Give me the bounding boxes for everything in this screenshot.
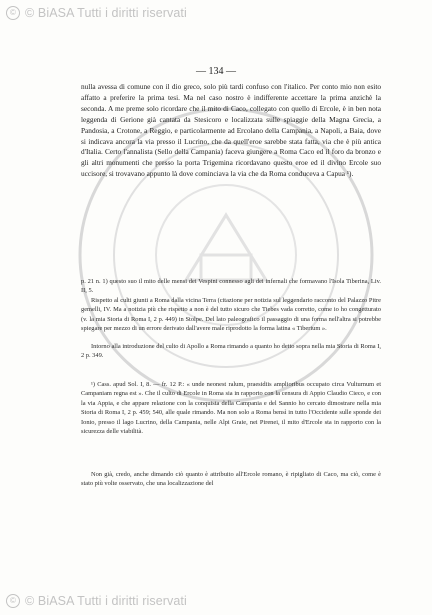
footnote-3 [81,342,381,361]
footnote-4 [81,380,381,436]
page-number: — 134 — [196,66,236,77]
footnote-text: p. 21 n. 1) questo suo il mito delle mensi dei Vespini connesso agli dei infernali che formavano l'Isola Tiberina, Liv. II, 5. [81,278,381,295]
copyright-icon: © [6,6,20,20]
footnote-2 [81,296,381,334]
footnote-text: Rispetto al culti giunti a Roma dalla vicina Terra (citazione per notizia sul leggendario racconto del Palazzo Pitre gemelli, IV. Ma a notizia più che rispetto a non è del tutto sicuro che Tiebes vada corretto, come io ho congetturato (v. la mia Storia di Roma I, 2 p. 449) in Stolpe. Del lato paleografico il passaggio di una forma nell'altra si potrebbe spiegare per mezzo di un errore derivato dall'avere male riprodotto la forma latina « Tiberium ». [81,297,381,333]
footnote-text: Non già, credo, anche dimando ciò quanto è attribuito all'Ercole romano, è ripigliato di Caco, ma ciò, come è stato più volte osservato, che una localizzazione del [81,471,381,488]
body-text [81,82,381,180]
footnote-5 [81,470,381,489]
watermark-bottom [0,590,432,612]
watermark-top [0,2,432,24]
copyright-icon: © [6,594,20,608]
footnote-1 [81,277,381,296]
body-paragraph: nulla avessa di comune con il dio greco, solo più tardi confuso con l'italico. Per conto mio non esito affatto a preferire la prima tesi. Ma nel caso nostro è indifferente accettare la prima anzichè la seconda. A me preme solo ricordare che il mito di Caco, collegato con quello di Ercole, è in ben nota leggenda di Gerione già cantata da Stesicoro e localizzata sulle spiaggie della Magna Grecia, a Pandosia, a Crotone, a Reggio, e particolarmente ad Ercolano della Campania, a Napoli, a Baia, dove si indicava ancora la via presso il Lucrino, che da quell'eroe sarebbe stata fatta, via che è più antica d'Italia. Certo l'annalista (Sello della Campania) faceva giungere a Roma Caco ed il foro da bronzo e gli altri monumenti che presso la porta Trigemina ricordavano questo eroe ed il divino Ercole suo uccisore, si trovavano appunto là dove cominciava la via che da Roma conduceva a Capua ¹). [81,82,381,179]
footnote-text: ¹) Cass. apud Sol. I, 8. — fr. 12 P.: « unde neonest ralum, praesidiis amplioribus occupato circa Vulturnum et Campaniam regna est ». Che il culto di Ercole in Roma sia in rapporto con la censura di Appio Claudio Cieco, e con la via Appia, e che appare relazione con la conquista della Campania e del Sannio ho cercato dimostrare nella mia Storia di Roma I, 2 p. 459; 540, alle quale rimando. Ma non solo a Roma bensì in tutto l'Occidente sulle sponde dei Ionio, presso il lago Lucrino, della Campania, nelle Alpi Graie, nei Pirenei, il mito d'Ercole sta in rapporto con la sicurezza delle viabilità. [81,381,381,436]
watermark-bottom-text: © BiASA Tutti i diritti riservati [25,594,187,608]
footnote-text: Intorno alla introduzione del culto di Apollo a Roma rimando a quanto ho detto sopra nella mia Storia di Roma I, 2 p. 349. [81,343,381,360]
watermark-top-text: © BiASA Tutti i diritti riservati [25,6,187,20]
